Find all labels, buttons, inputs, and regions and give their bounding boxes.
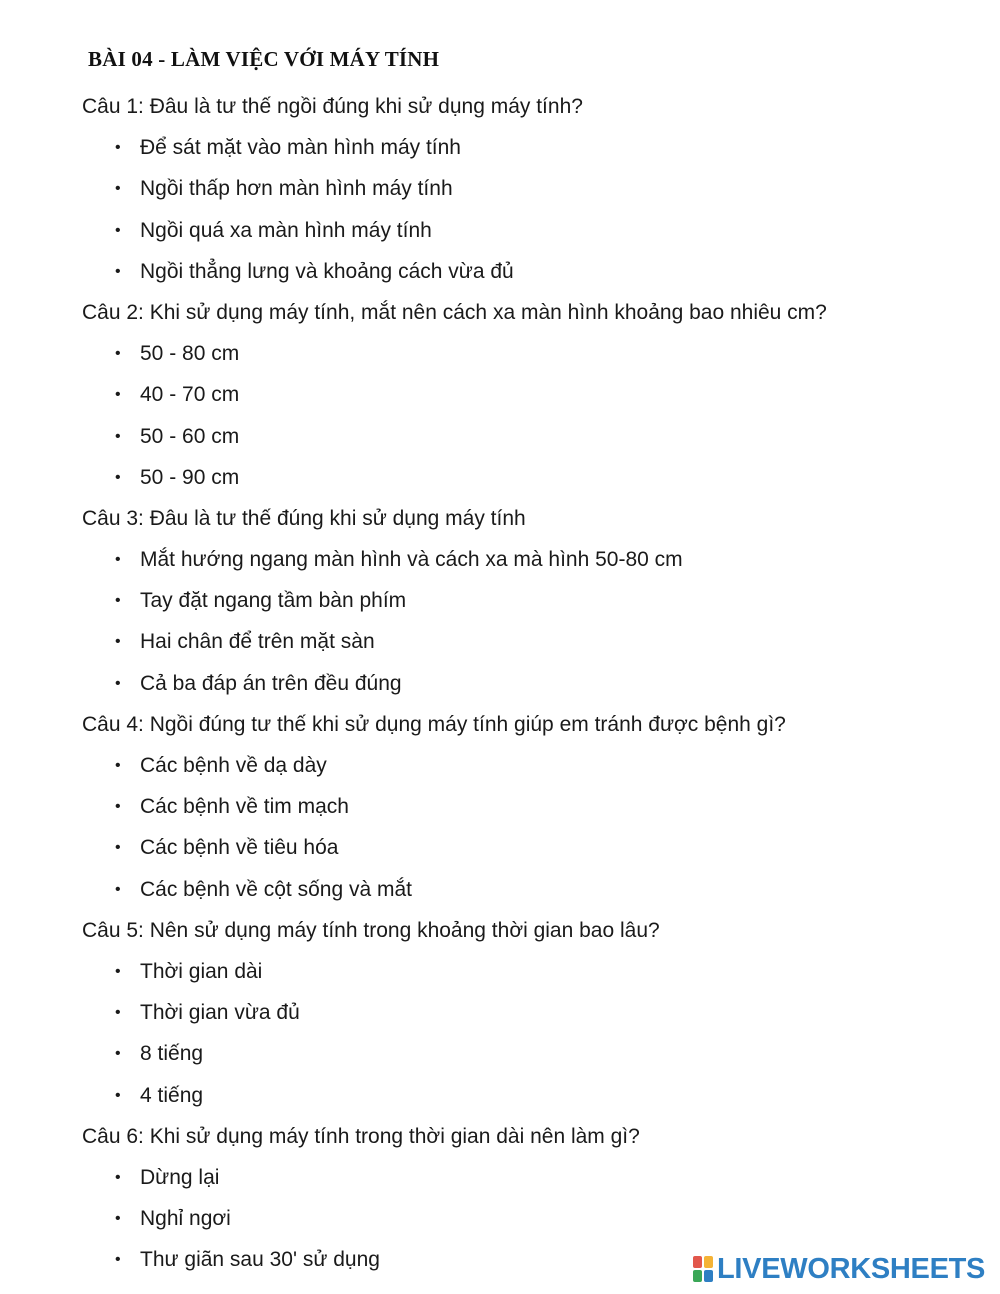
answer-option[interactable] — [82, 951, 982, 992]
answer-option[interactable] — [82, 374, 982, 415]
answer-option-label: 4 tiếng — [140, 1083, 204, 1107]
bullet-icon: • — [115, 468, 121, 486]
bullet-icon: • — [115, 1004, 121, 1022]
answer-option[interactable] — [82, 1198, 982, 1239]
answer-option-label: Cả ba đáp án trên đều đúng — [140, 671, 402, 695]
bullet-icon: • — [115, 1251, 121, 1269]
answer-option-label: 50 - 90 cm — [140, 465, 240, 489]
question-text: Câu 6: Khi sử dụng máy tính trong thời gian dài nên làm gì? — [82, 1124, 640, 1148]
answer-option[interactable] — [82, 827, 982, 868]
answer-option[interactable] — [82, 210, 982, 251]
answer-option-label: 40 - 70 cm — [140, 383, 240, 407]
answer-option[interactable] — [82, 663, 982, 704]
answer-option[interactable] — [82, 333, 982, 374]
answer-option-label: Mắt hướng ngang màn hình và cách xa mà hình 50-80 cm — [140, 548, 683, 572]
answer-option-label: Để sát mặt vào màn hình máy tính — [140, 136, 461, 160]
answer-option-label: Thư giãn sau 30' sử dụng — [140, 1248, 380, 1272]
bullet-icon: • — [115, 262, 121, 280]
bullet-icon: • — [115, 798, 121, 816]
bullet-icon: • — [115, 757, 121, 774]
answer-option-label: Ngồi quá xa màn hình máy tính — [140, 218, 432, 242]
liveworksheets-logo-icon — [693, 1256, 713, 1282]
answer-option-label: Thời gian dài — [140, 959, 263, 983]
bullet-icon: • — [115, 139, 121, 157]
answer-option-label: Ngồi thẳng lưng và khoảng cách vừa đủ — [140, 259, 514, 283]
bullet-icon: • — [115, 386, 121, 404]
bullet-icon: • — [115, 1210, 121, 1228]
answer-option[interactable] — [82, 745, 982, 786]
answer-option[interactable] — [82, 416, 982, 457]
answer-option[interactable] — [82, 168, 982, 209]
answer-option[interactable] — [82, 869, 982, 910]
question-text: Câu 1: Đâu là tư thế ngồi đúng khi sử dụng máy tính? — [82, 95, 583, 118]
answer-option-label: 8 tiếng — [140, 1042, 204, 1066]
bullet-icon: • — [115, 180, 121, 198]
answer-option[interactable] — [82, 1033, 982, 1074]
answer-option-label: Các bệnh về tiêu hóa — [140, 836, 339, 860]
quiz-container — [82, 86, 982, 1280]
answer-option-label: Thời gian vừa đủ — [140, 1001, 300, 1025]
options-list — [82, 745, 982, 910]
bullet-icon: • — [115, 1086, 121, 1104]
question-text: Câu 3: Đâu là tư thế đúng khi sử dụng máy tính — [82, 506, 526, 530]
answer-option[interactable] — [82, 127, 982, 168]
bullet-icon: • — [115, 633, 121, 651]
question-text: Câu 5: Nên sử dụng máy tính trong khoảng thời gian bao lâu? — [82, 918, 660, 942]
answer-option[interactable] — [82, 1075, 982, 1116]
logo-square-icon — [693, 1256, 702, 1268]
answer-option[interactable] — [82, 457, 982, 498]
answer-option[interactable] — [82, 621, 982, 662]
answer-option-label: Các bệnh về tim mạch — [140, 795, 349, 819]
answer-option-label: Hai chân để trên mặt sàn — [140, 630, 375, 654]
answer-option-label: 50 - 80 cm — [140, 342, 240, 366]
options-list — [82, 951, 982, 1116]
bullet-icon: • — [115, 1168, 121, 1186]
answer-option-label: Nghỉ ngơi — [140, 1207, 231, 1231]
logo-square-icon — [693, 1270, 702, 1282]
answer-option-label: Ngồi thấp hơn màn hình máy tính — [140, 177, 453, 201]
bullet-icon: • — [115, 839, 121, 857]
bullet-icon: • — [115, 1045, 121, 1063]
answer-option-label: Tay đặt ngang tầm bàn phím — [140, 589, 407, 613]
logo-text: LIVEWORKSHEETS — [717, 1252, 986, 1285]
bullet-icon: • — [115, 551, 121, 569]
bullet-icon: • — [115, 674, 121, 692]
answer-option[interactable] — [82, 580, 982, 621]
liveworksheets-logo[interactable] — [693, 1251, 985, 1287]
answer-option-label: Dừng lại — [140, 1165, 220, 1189]
answer-option[interactable] — [82, 539, 982, 580]
options-list — [82, 333, 982, 498]
answer-option-label: Các bệnh về cột sống và mắt — [140, 877, 412, 901]
bullet-icon: • — [115, 880, 121, 898]
answer-option[interactable] — [82, 251, 982, 292]
bullet-icon: • — [115, 427, 121, 445]
logo-square-icon — [704, 1256, 713, 1268]
logo-square-icon — [704, 1270, 713, 1282]
bullet-icon: • — [115, 345, 121, 363]
answer-option[interactable] — [82, 1157, 982, 1198]
question-text: Câu 2: Khi sử dụng máy tính, mắt nên cách xa màn hình khoảng bao nhiêu cm? — [82, 300, 827, 324]
page-title: BÀI 04 - LÀM VIỆC VỚI MÁY TÍNH — [88, 47, 440, 71]
options-list — [82, 539, 982, 704]
answer-option[interactable] — [82, 992, 982, 1033]
options-list — [82, 127, 982, 292]
bullet-icon: • — [115, 962, 121, 980]
answer-option[interactable] — [82, 786, 982, 827]
bullet-icon: • — [115, 221, 121, 239]
answer-option-label: Các bệnh về dạ dày — [140, 754, 327, 777]
bullet-icon: • — [115, 592, 121, 610]
question-text: Câu 4: Ngồi đúng tư thế khi sử dụng máy tính giúp em tránh được bệnh gì? — [82, 712, 786, 736]
answer-option-label: 50 - 60 cm — [140, 424, 240, 448]
